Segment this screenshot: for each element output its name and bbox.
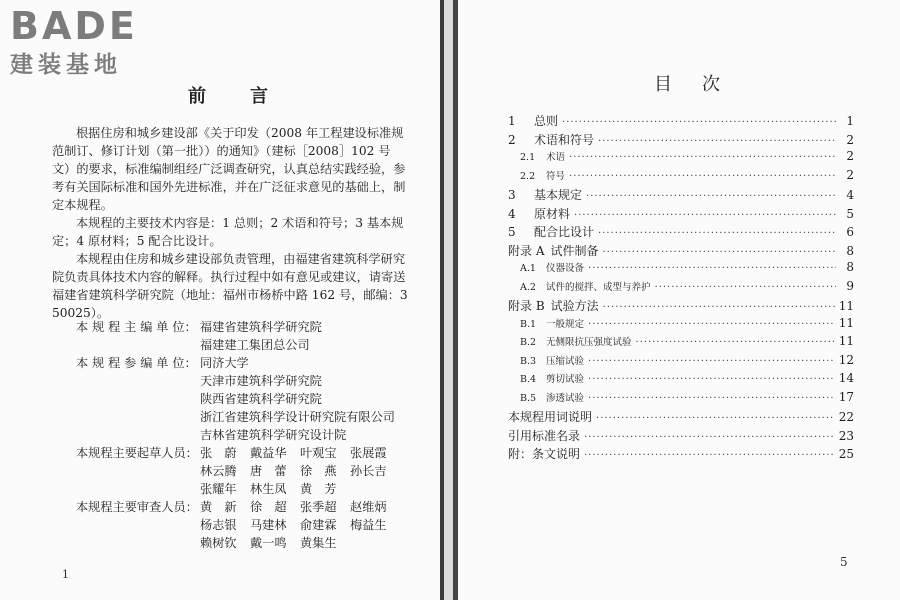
toc-entry-title: 试验方法 [550, 299, 599, 313]
toc-leader-dots [574, 210, 836, 221]
reviewers-label: 本规程主要审查人员： [76, 500, 198, 514]
toc-entry[interactable] [508, 223, 854, 242]
participant-unit: 陕西省建筑科学研究院 [200, 392, 322, 406]
toc-leader-dots [598, 136, 836, 147]
toc-leader-dots [603, 247, 837, 258]
toc-entry[interactable] [508, 408, 854, 427]
toc-leader-dots [588, 374, 835, 385]
toc-entry[interactable] [508, 205, 854, 224]
preface-paragraph: 本规程的主要技术内容是：1 总则；2 术语和符号；3 基本规定；4 原材料；5 配合比设计。 [52, 216, 404, 248]
toc-entry[interactable] [508, 131, 854, 150]
toc-entry-title: 本规程用词说明 [508, 410, 593, 424]
toc-entry-title: 剪切试验 [546, 374, 585, 385]
toc-entry[interactable] [508, 390, 854, 409]
bade-logo [10, 6, 180, 80]
toc-entry[interactable] [508, 242, 854, 261]
right-page-number: 5 [840, 555, 848, 569]
toc-entry-page: 2 [846, 167, 854, 182]
toc-entry-title: 引用标准名录 [508, 428, 581, 443]
reviewer-name: 梅益生 [350, 518, 387, 532]
toc-entry-page: 2 [846, 132, 854, 147]
toc-entry-title: 总则 [534, 114, 559, 128]
toc-leader-dots [636, 337, 835, 348]
book-gutter [444, 0, 453, 600]
preface-heading [188, 82, 268, 108]
toc-leader-dots [584, 432, 835, 443]
toc-leader-dots [588, 319, 835, 330]
drafter-name: 戴益华 [250, 446, 287, 460]
toc-entry-title: 原材料 [534, 206, 571, 221]
toc-entry[interactable] [508, 371, 854, 390]
toc-entry-title: 渗透试验 [546, 392, 585, 404]
toc-entry-title: 试件的搅拌、成型与养护 [546, 281, 651, 293]
toc-entry-title: 试件制备 [550, 243, 599, 258]
toc-entry-number: 5 [508, 225, 516, 239]
reviewer-name: 杨志银 [200, 518, 237, 532]
reviewer-name: 赵维炳 [350, 500, 387, 514]
toc-entry[interactable] [508, 279, 854, 298]
toc-entry-page: 25 [838, 447, 854, 461]
toc-entry-page: 11 [838, 334, 854, 348]
toc-leader-dots [596, 413, 835, 424]
toc-entry-page: 6 [846, 225, 854, 239]
toc-entry-number: B.2 [520, 337, 537, 348]
toc-entry-title: 术语 [546, 152, 566, 163]
toc-leader-dots [562, 117, 836, 128]
chief-editor-unit: 福建省建筑科学研究院 [200, 320, 322, 334]
toc-entry-number: 4 [508, 206, 516, 221]
drafter-name: 张展霞 [350, 446, 387, 460]
toc-entry[interactable] [508, 427, 854, 446]
toc-entry[interactable] [508, 260, 854, 279]
drafter-name: 叶观宝 [300, 446, 337, 460]
reviewer-name: 赖树钦 [200, 536, 237, 550]
participant-unit: 浙江省建筑科学设计研究院有限公司 [200, 410, 395, 424]
toc-entry-page: 17 [838, 389, 854, 404]
toc-entry-number: 1 [508, 114, 516, 128]
toc-leader-dots [655, 282, 836, 293]
reviewer-name: 黄 新 [200, 500, 237, 514]
toc-heading-char: 目 [654, 74, 672, 95]
logo-wordmark: BADE [10, 4, 138, 48]
toc-entry[interactable] [508, 445, 854, 464]
toc-leader-dots [569, 171, 836, 182]
participant-label: 本 规 程 参 编 单 位： [76, 356, 197, 370]
toc-entry-number: 2.2 [520, 170, 536, 182]
drafter-name: 徐 燕 [300, 464, 337, 478]
preface-paragraph: 本规程由住房和城乡建设部负责管理，由福建省建筑科学研究院负责具体技术内容的解释。执行过程中如有意见或建议，请寄送福建省建筑科学研究院（地址：福州市杨桥中路 162 号，邮编：350025）。 [52, 252, 408, 320]
toc-entry-title: 附：条文说明 [508, 447, 581, 461]
preface-body [52, 124, 408, 322]
toc-entry-number: 2.1 [520, 152, 536, 163]
toc-entry-page: 22 [838, 410, 854, 424]
drafter-name: 林生凤 [250, 482, 287, 496]
reviewer-name: 马建林 [250, 518, 287, 532]
toc-entry[interactable] [508, 149, 854, 168]
toc-entry-title: 仪器设备 [546, 263, 585, 274]
toc-entry-page: 12 [838, 352, 854, 367]
toc-entry-number: 3 [508, 188, 516, 202]
toc-leader-dots [569, 152, 836, 163]
toc-entry-number: B.3 [520, 355, 537, 367]
toc-entry[interactable] [508, 316, 854, 335]
toc-heading-char: 次 [702, 74, 720, 95]
toc-entry-page: 4 [846, 188, 854, 202]
toc-entry-title: 配合比设计 [534, 225, 595, 239]
toc-entry-title: 压缩试验 [546, 355, 585, 367]
participant-unit: 天津市建筑科学研究院 [200, 374, 322, 388]
drafter-name: 孙长吉 [350, 464, 387, 478]
left-page [0, 0, 440, 600]
toc-leader-dots [586, 191, 836, 202]
toc-entry-title: 基本规定 [534, 188, 583, 202]
chief-editor-label: 本 规 程 主 编 单 位： [76, 320, 197, 334]
toc-entry-title: 一般规定 [546, 318, 585, 330]
drafter-name: 张 蔚 [200, 446, 237, 460]
toc-entry-number: 附录 A [508, 243, 545, 258]
toc-leader-dots [588, 356, 835, 367]
toc-entry-number: B.4 [520, 374, 537, 385]
toc-entry-page: 11 [838, 299, 854, 313]
toc-entry-number: B.1 [520, 318, 537, 330]
toc-entry-title: 符号 [546, 170, 566, 182]
chief-editor-unit: 福建建工集团总公司 [200, 338, 310, 352]
toc-entry-page: 23 [838, 428, 854, 443]
toc-entry-page: 1 [846, 114, 854, 128]
toc-leader-dots [584, 450, 835, 461]
toc-heading [654, 70, 720, 96]
reviewer-name: 黄集生 [300, 536, 337, 550]
left-page-number: 1 [62, 568, 69, 581]
reviewer-name: 戴一鸣 [250, 536, 287, 550]
toc-leader-dots [603, 302, 835, 313]
preface-paragraph: 根据住房和城乡建设部《关于印发（2008 年工程建设标准规范制订、修订计划（第一批））的通知》（建标［2008］102 号文）的要求，标准编制组经广泛调查研究，认真总结实践经验，参考有关国际标准和国外先进标准，并在广泛征求意见的基础上，制定本规程。 [52, 126, 406, 212]
logo-subtitle: 建装基地 [10, 52, 122, 78]
toc-entry-number: 附录 B [508, 299, 545, 313]
toc-leader-dots [588, 263, 836, 274]
toc-entry[interactable] [508, 168, 854, 187]
drafter-name: 林云腾 [200, 464, 237, 478]
toc-leader-dots [588, 393, 835, 404]
preface-heading-char: 言 [250, 86, 268, 107]
toc-entry-page: 11 [838, 315, 854, 330]
reviewer-name: 俞建霖 [300, 518, 337, 532]
toc-entry[interactable] [508, 186, 854, 205]
toc-entry-page: 2 [846, 149, 854, 163]
toc-entry-number: A.1 [520, 263, 536, 274]
drafter-name: 黄 芳 [300, 482, 337, 496]
toc-entry-page: 8 [846, 260, 854, 274]
drafter-name: 张耀年 [200, 482, 237, 496]
toc-entry[interactable] [508, 112, 854, 131]
toc-entry-page: 8 [846, 243, 854, 258]
drafters-label: 本规程主要起草人员： [76, 446, 198, 460]
toc-entry-title: 无侧限抗压强度试验 [546, 337, 632, 348]
toc-entry-number: B.5 [520, 392, 537, 404]
reviewer-name: 张季超 [300, 500, 337, 514]
toc-entry-page: 9 [846, 278, 854, 293]
toc-entry-number: 2 [508, 132, 516, 147]
preface-heading-char: 前 [188, 86, 206, 107]
reviewer-name: 徐 超 [250, 500, 287, 514]
toc-leader-dots [598, 228, 836, 239]
participant-unit: 吉林省建筑科学研究设计院 [200, 428, 347, 442]
toc-list [508, 112, 854, 464]
participant-unit: 同济大学 [200, 356, 249, 370]
toc-entry-title: 术语和符号 [534, 132, 595, 147]
toc-entry[interactable] [508, 353, 854, 372]
toc-entry-page: 14 [838, 371, 854, 385]
toc-entry-page: 5 [846, 206, 854, 221]
toc-entry[interactable] [508, 334, 854, 353]
toc-entry[interactable] [508, 297, 854, 316]
drafter-name: 唐 蕾 [250, 464, 287, 478]
toc-entry-number: A.2 [520, 281, 536, 293]
